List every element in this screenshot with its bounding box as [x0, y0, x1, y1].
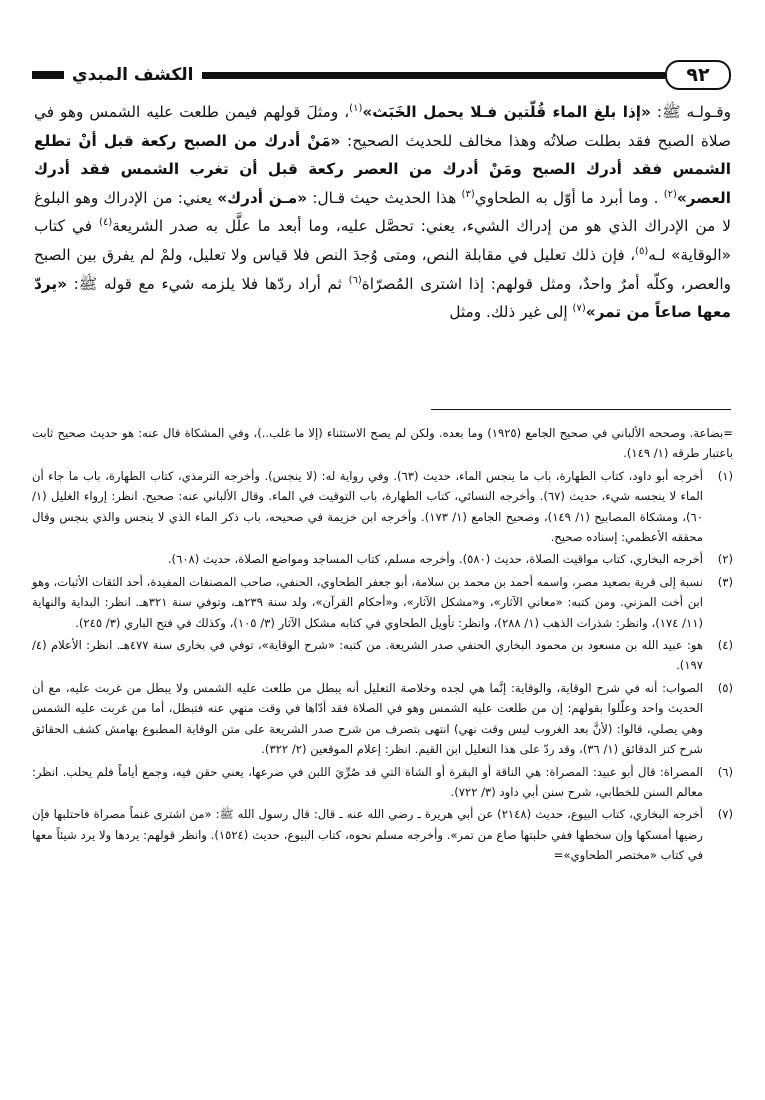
footnotes — [32, 423, 733, 868]
footnote — [32, 572, 733, 633]
text-run: في كتاب «الوقاية» لـه — [34, 217, 731, 264]
footnote — [32, 804, 733, 865]
footnote-ref: (٥) — [635, 245, 649, 257]
body-paragraph — [34, 98, 731, 327]
footnote-text: أخرجه البخاري، كتاب البيوع، حديث (٢١٤٨) عن أبي هريرة ـ رضي الله عنه ـ قال: قال رسول الله ﷺ: «من اشترى غنماً مصراة فاحتلبها فإن رضيها أمسكها وإن سخطها ففي حلبتها صاع من تمر». وأخرجه مسلم نحوه، كتاب البيوع، حديث (١٥٢٤). وانظر قولهم: يردها ولا يرد شيئاً معها في كتاب «مختصر الطحاوي»= — [32, 807, 703, 863]
footnote-number: (٦) — [717, 764, 733, 779]
footnote-ref: (٢) — [663, 188, 677, 200]
text-run: ، فإن ذلك تعليل في مقابلة النص، ومتى وُجدَ النص فلا قياس ولا تعليل، ولمْ لم يفرق بين الصبح والعصر، وكلّه أمرٌ واحدٌ، ومثل قولهم: إذا اشترى المُصرّاة — [34, 245, 731, 293]
text-run: إلى غير ذلك. ومثل — [449, 303, 573, 322]
footnote-ref: (١) — [349, 102, 363, 114]
footnote-continuation: =بضاعة. وصححه الألباني في صحيح الجامع (١٩٢٥) وما بعده. ولكن لم يصح الاستثناء (إلا ما غلب..)، وفي المشكاة قال عنه: هو حديث صحيح ثابت باعتبار طرقه (١/ ١٤٩). — [32, 426, 734, 461]
header-ornament — [32, 71, 64, 79]
footnote-ref: (٧) — [572, 303, 586, 315]
footnote-divider — [431, 409, 731, 410]
footnote-number: (٤) — [717, 638, 733, 653]
footnote-text: نسبة إلى قرية بصعيد مصر، واسمه أحمد بن محمد بن سلامة، أبو جعفر الطحاوي، الحنفي، صاحب المصنفات المفيدة، أحد الثقات الأثبات، وهو ابن أخت المزني. ومن كتبه: «معاني الآثار»، و«مشكل الآثار»، و«أحكام القرآن»، ولد سنة ٢٣٩هـ، وتوفي سنة ٣٢١هـ. انظر: البداية والنهاية (١١/ ١٧٤)، وانظر: شذرات الذهب (١/ ٢٨٨)، وانظر: تأويل الطحاوي في كتابه مشكل الآثار (٣/ ١٠٥)، وكذلك في فتح الباري (٣/ ٢٤٥). — [32, 574, 703, 630]
footnote — [32, 678, 733, 760]
footnote — [32, 466, 733, 548]
footnote-number: (٣) — [717, 574, 733, 589]
footnote-number: (١) — [717, 468, 733, 483]
hadith-quote: «إذا بلغ الماء قُلّتين فـلا يحمل الخَبَث» — [362, 103, 651, 121]
text-run: ، ومثلَ قولهم فيمن طلعت عليه الشمس وهو في صلاة الصبح فقد بطلت صلاتُه وهذا مخالف للحديث الصحيح: — [34, 103, 731, 150]
page-number: ٩٢ — [665, 60, 731, 90]
footnote-text: المصراة: قال أبو عبيد: المصراة: هي الناقة أو البقرة أو الشاة التي قد صُرِّيَ اللبن في ضرعها، يعني حقن فيه، وجمع أياماً فلم يحلب. انظر: معالم السنن للخطابي، شرح سنن أبي داود (٣/ ٧٢٢). — [32, 764, 703, 799]
text-run: يعني: من الإدراك وهو البلوغ لا من الإدراك الذي هو من إدراك الشيء، يعني: تحصَّل عليه، وما أبعد ما علَّل به صدر الشريعة — [34, 188, 731, 236]
footnote-text: هو: عبيد الله بن مسعود بن محمود البخاري الحنفي صدر الشريعة. من كتبه: «شرح الوقاية»، توفي في بخارى سنة ٤٧٧هـ. انظر: الأعلام (٤/ ١٩٧). — [32, 638, 703, 673]
running-title: الكشف المبدي — [72, 65, 194, 85]
footnote-ref: (٤) — [99, 217, 113, 229]
main-text — [34, 98, 731, 327]
footnote-number: (٧) — [717, 807, 733, 822]
hadith-quote: «مـن أدرك» — [217, 188, 308, 207]
footnote-ref: (٦) — [348, 274, 362, 286]
header-rule — [202, 72, 665, 79]
text-run: . وما أبرد ما أوّل به الطحاوي — [474, 188, 664, 207]
footnote-number: (٢) — [717, 552, 733, 567]
footnote — [32, 635, 733, 676]
footnote — [32, 549, 733, 569]
text-run: هذا الحديث حيث قـال: — [307, 188, 462, 207]
footnote-ref: (٣) — [461, 188, 475, 200]
footnote-text: أخرجه أبو داود، كتاب الطهارة، باب ما ينجس الماء، حديث (٦٣). وفي رواية له: (لا ينجس). وأخرجه الترمذي، كتاب الطهارة، باب ما جاء أن الماء لا ينجسه شيء، حديث (٦٧). وأخرجه النسائي، كتاب الطهارة، باب التوقيت في الماء. وقال الألباني عنه: صحيح. انظر: إرواء الغليل (١/ ٦٠)، ومشكاة المصابيح (١/ ١٤٩)، وصحيح الجامع (١/ ١٧٣). وأخرجه ابن خزيمة في صحيحه، باب ذكر الماء الذي لا ينجس والذي ينجس وقال محققه الأعظمي: إسناده صحيح. — [32, 468, 704, 545]
hadith-quote: «يردّ معها صاعاً من تمر» — [34, 274, 731, 322]
footnote-number: (٥) — [717, 680, 733, 695]
footnote-text: الصواب: أنه في شرح الوقاية، والوقاية: إنَّما هي لجده وخلاصة التعليل أنه يبطل من طلعت عليه الشمس ولا يبطل من غربت عليه، مع أن الحديث واحد وعلّلوا بقولهم: إن من طلعت عليه الشمس وهو في الصلاة فقد أدّاها في وقت منهي عنه فتبطل، أما من غربت عليه الشمس وهي يصلي، قالوا: (لأنَّ بعد الغروب ليس وقت نهي) انتهى بتصرف من شرح صدر الشريعة على متن الوقاية المطبوع بهامش كشف الحقائق شرح كنز الدقائق (١/ ٣٦)، وقد ردّ على هذا التعليل ابن القيم. انظر: إعلام الموقعين (٢/ ٣٢٢). — [32, 680, 703, 757]
text-run: ثم أراد ردّها فلا يلزمه شيء مع قوله ﷺ: — [67, 274, 349, 293]
hadith-quote: «مَنْ أدرك من الصبح ركعة قبل أنْ تطلع الشمس فقد أدرك الصبح ومَنْ أدرك من العصر ركعة قبل أن تغرب الشمس فقد أدرك العصر» — [34, 131, 731, 207]
page-header — [28, 58, 737, 92]
text-run: وقـولـه ﷺ: — [650, 103, 731, 121]
footnote-text: أخرجه البخاري، كتاب مواقيت الصلاة، حديث (٥٨٠). وأخرجه مسلم، كتاب المساجد ومواضع الصلاة، حديث (٦٠٨). — [167, 552, 703, 567]
footnote — [32, 762, 733, 803]
